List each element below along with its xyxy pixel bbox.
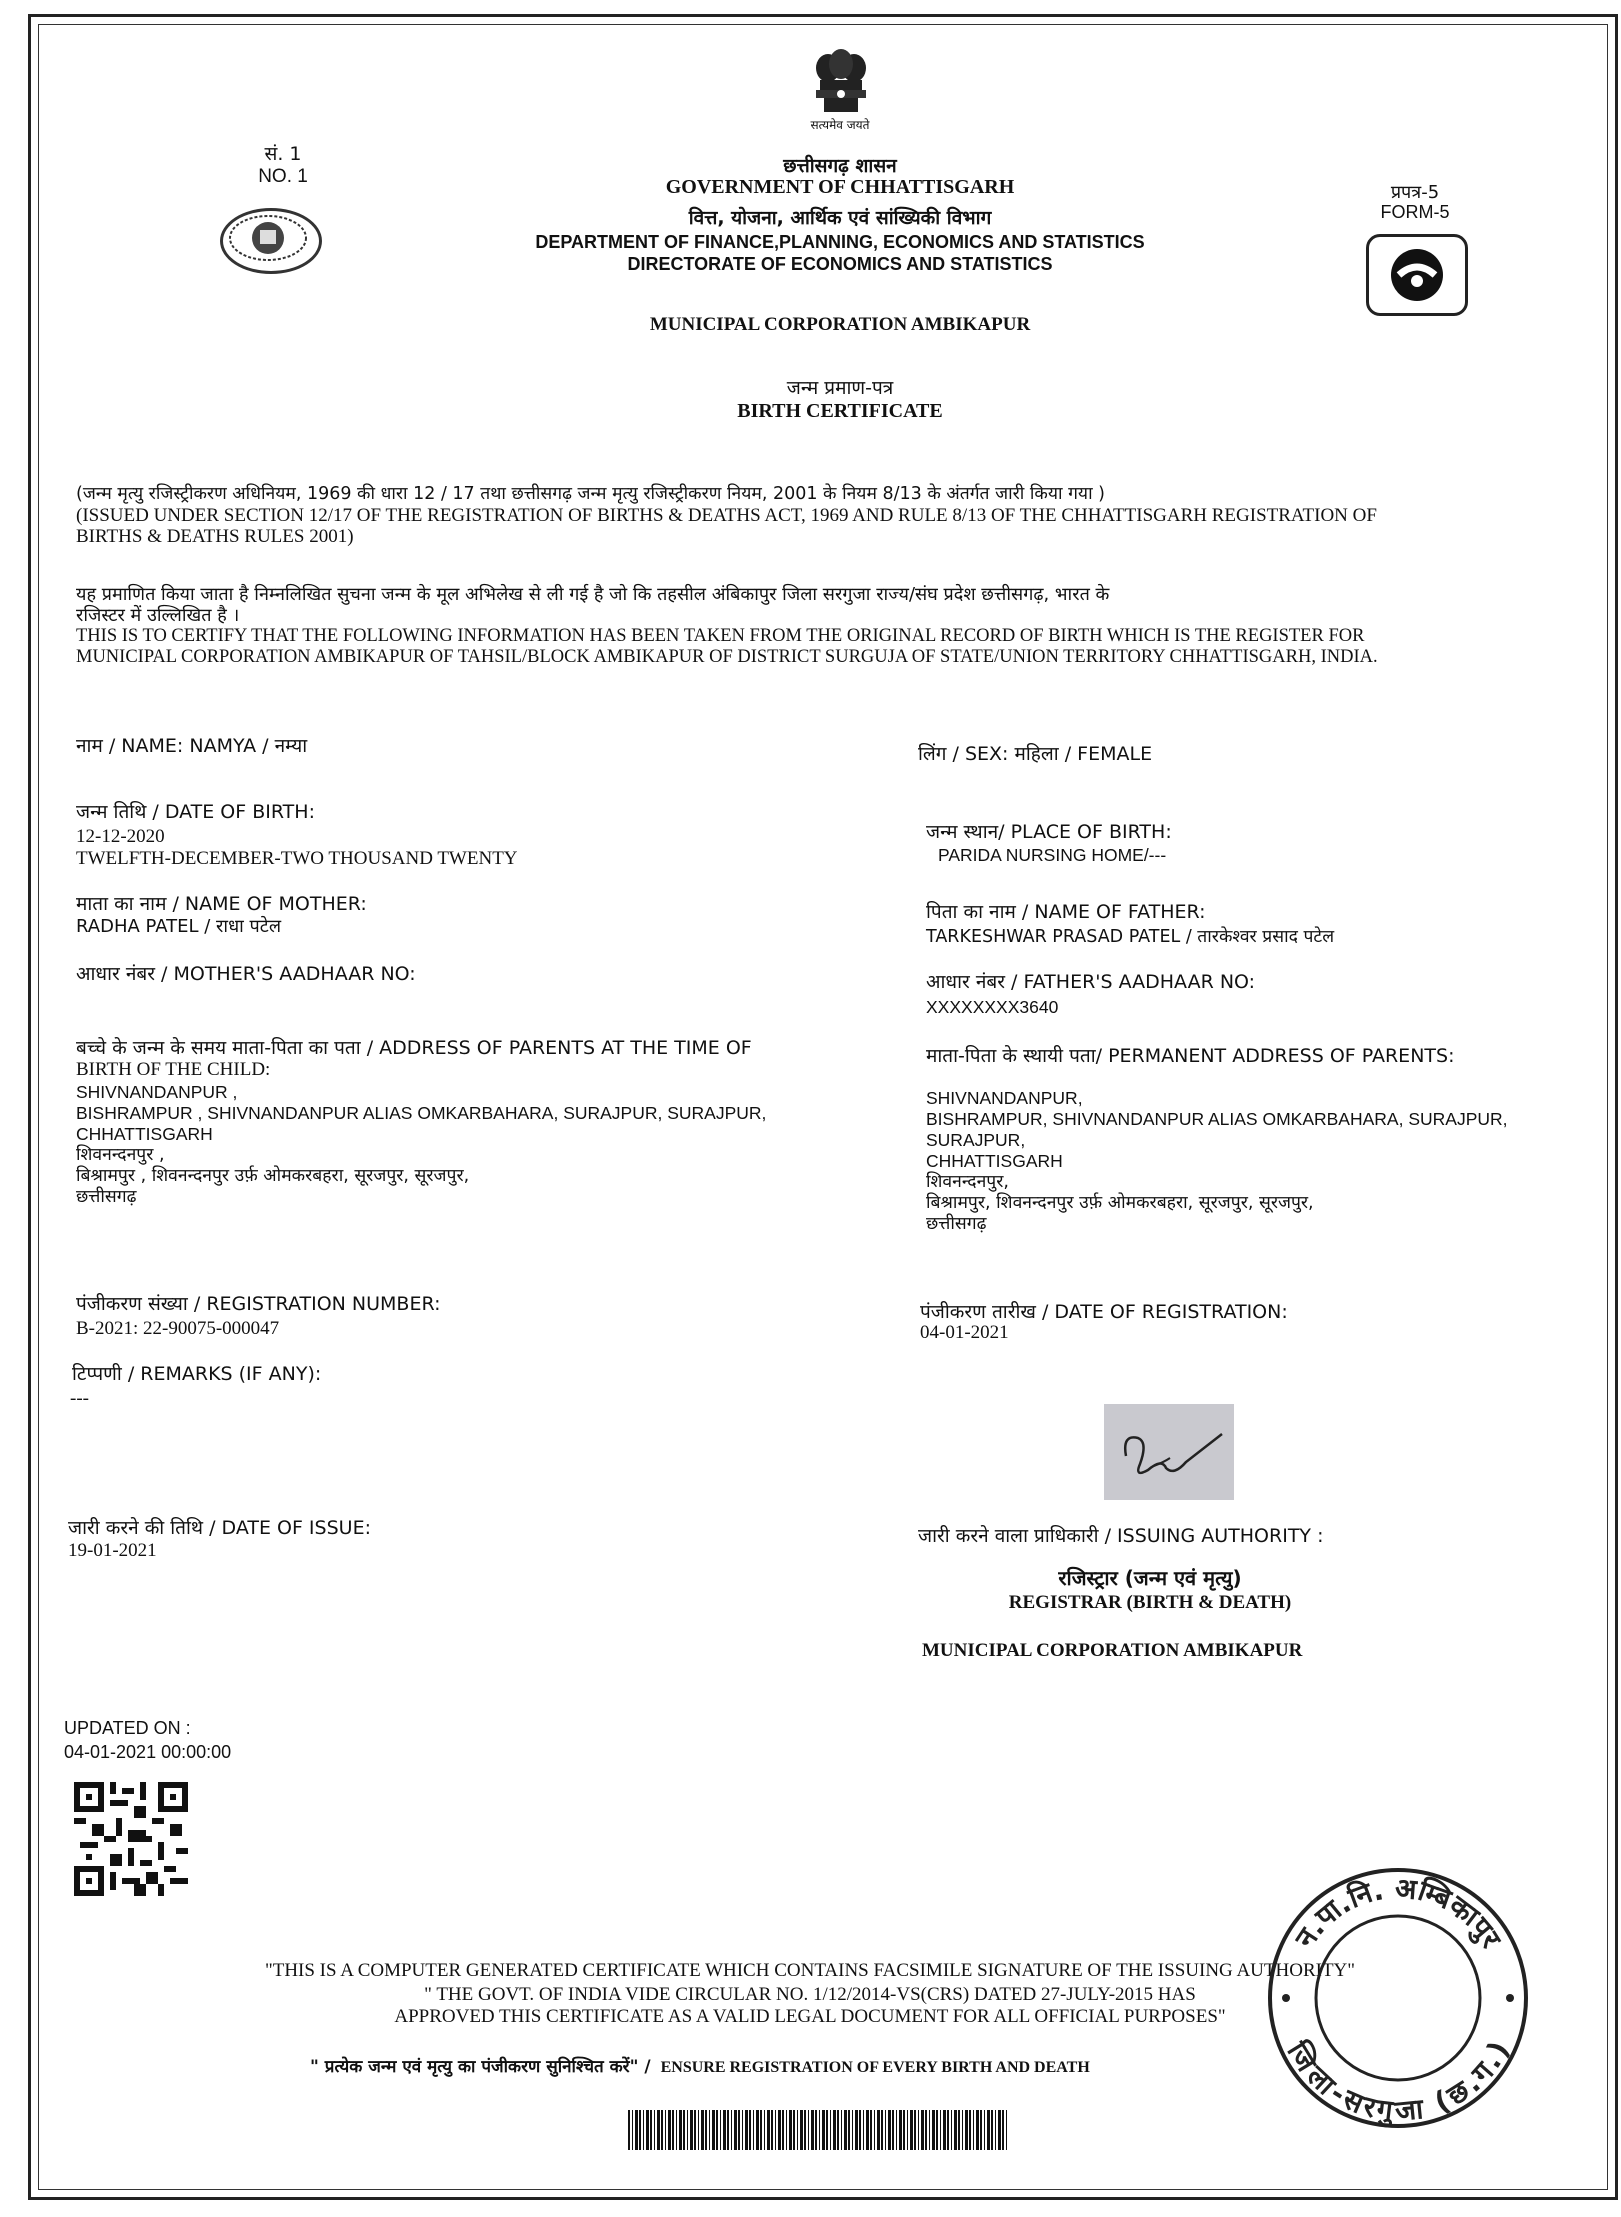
- address-at-birth-label-2: BIRTH OF THE CHILD:: [76, 1059, 271, 1080]
- date-of-issue-label: जारी करने की तिथि / DATE OF ISSUE:: [68, 1517, 371, 1539]
- slogan: [310, 2054, 1350, 2077]
- footer-line-2: " THE GOVT. OF INDIA VIDE CIRCULAR NO. 1/12/2014-VS(CRS) DATED 27-JULY-2015 HAS: [424, 1984, 1196, 2005]
- permanent-address-lines: [926, 1088, 1508, 1235]
- national-emblem-icon: [806, 46, 876, 124]
- date-of-birth-label: जन्म तिथि / DATE OF BIRTH:: [76, 801, 315, 823]
- form-number-hindi: प्रपत्र-5: [1390, 182, 1440, 203]
- government-title-hindi: छत्तीसगढ़ शासन: [783, 155, 897, 177]
- qr-code-icon: [74, 1782, 188, 1896]
- registrar-title-hindi: रजिस्ट्रार (जन्म एवं मृत्यु): [1058, 1566, 1242, 1590]
- registration-date-value: 04-01-2021: [920, 1322, 1009, 1343]
- serial-number: NO. 1: [258, 166, 308, 187]
- sex: लिंग / SEX: महिला / FEMALE: [918, 743, 1153, 765]
- round-stamp-icon: [1258, 1858, 1538, 2138]
- corporation-title: MUNICIPAL CORPORATION AMBIKAPUR: [649, 314, 1031, 335]
- certify-hindi-1: यह प्रमाणित किया जाता है निम्नलिखित सुचना जन्म के मूल अभिलेख से ली गई है जो कि तहसील अंबिकापुर जिला सरगुजा राज्य/संघ प्रदेश छत्तीसगढ़, भारत के: [76, 584, 1110, 605]
- permanent-address-label: माता-पिता के स्थायी पता/ PERMANENT ADDRESS OF PARENTS:: [926, 1045, 1455, 1067]
- date-of-birth-value: 12-12-2020: [76, 826, 165, 847]
- permanent-address-line: शिवनन्दनपुर,: [926, 1172, 1009, 1192]
- father-aadhaar-label: आधार नंबर / FATHER'S AADHAAR NO:: [926, 971, 1256, 993]
- form-number: FORM-5: [1380, 202, 1450, 222]
- department-hindi: वित्त, योजना, आर्थिक एवं सांख्यिकी विभाग: [688, 207, 992, 229]
- svg-text:जिला-सरगुजा (छ.ग.): [1280, 2035, 1516, 2128]
- certificate-title: BIRTH CERTIFICATE: [737, 400, 943, 422]
- permanent-address-line: CHHATTISGARH: [926, 1151, 1063, 1171]
- address-at-birth-line: छत्तीसगढ़: [76, 1187, 137, 1207]
- form-logo-icon: [1366, 234, 1468, 316]
- father-name-label: पिता का नाम / NAME OF FATHER:: [926, 901, 1206, 923]
- address-at-birth-line: शिवनन्दनपुर ,: [76, 1145, 165, 1165]
- issued-under-hindi: (जन्म मृत्यु रजिस्ट्रीकरण अधिनियम, 1969 की धारा 12 / 17 तथा छत्तीसगढ़ जन्म मृत्यु रजिस्ट्रीकरण नियम, 2001 के नियम 8/13 के अंतर्गत जारी किया गया ): [76, 484, 1105, 504]
- issued-under-line-2: BIRTHS & DEATHS RULES 2001): [76, 526, 354, 547]
- certify-english-2: MUNICIPAL CORPORATION AMBIKAPUR OF TAHSIL/BLOCK AMBIKAPUR OF DISTRICT SURGUJA OF STATE/UNION TERRITORY CHHATTISGARH, INDIA.: [76, 647, 1378, 667]
- permanent-address-line: बिश्रामपुर, शिवनन्दनपुर उर्फ़ ओमकरबहरा, सूरजपुर, सूरजपुर,: [926, 1193, 1314, 1213]
- issuing-authority-label: जारी करने वाला प्राधिकारी / ISSUING AUTHORITY :: [918, 1525, 1324, 1547]
- father-name-value: TARKESHWAR PRASAD PATEL / तारकेश्वर प्रसाद पटेल: [926, 927, 1335, 947]
- footer-line-1: "THIS IS A COMPUTER GENERATED CERTIFICATE WHICH CONTAINS FACSIMILE SIGNATURE OF THE ISSUING AUTHORITY": [264, 1960, 1356, 1981]
- address-at-birth-line: BISHRAMPUR , SHIVNANDANPUR ALIAS OMKARBAHARA, SURAJPUR, SURAJPUR,: [76, 1103, 767, 1123]
- remarks-value: ---: [70, 1388, 89, 1409]
- address-at-birth-label-1: बच्चे के जन्म के समय माता-पिता का पता / ADDRESS OF PARENTS AT THE TIME OF: [76, 1037, 752, 1059]
- remarks-label: टिप्पणी / REMARKS (IF ANY):: [72, 1363, 322, 1385]
- address-at-birth-line: SHIVNANDANPUR ,: [76, 1082, 238, 1102]
- certify-block: [76, 584, 1596, 668]
- stamp-text-top: न.पा.नि. अम्बिकापुर: [1288, 1871, 1508, 1954]
- permanent-address-line: SURAJPUR,: [926, 1130, 1026, 1150]
- serial-number-hindi: सं. 1: [264, 143, 302, 165]
- mother-name-value: RADHA PATEL / राधा पटेल: [76, 916, 282, 937]
- department-title: DEPARTMENT OF FINANCE,PLANNING, ECONOMICS AND STATISTICS: [535, 232, 1145, 252]
- directorate-title: DIRECTORATE OF ECONOMICS AND STATISTICS: [627, 254, 1053, 274]
- permanent-address-line: SHIVNANDANPUR,: [926, 1088, 1083, 1108]
- slogan-english: ENSURE REGISTRATION OF EVERY BIRTH AND DEATH: [660, 2059, 1090, 2076]
- issued-under-block: [76, 484, 1596, 547]
- mother-name-label: माता का नाम / NAME OF MOTHER:: [76, 893, 367, 915]
- place-of-birth-label: जन्म स्थान/ PLACE OF BIRTH:: [926, 821, 1172, 843]
- father-aadhaar-value: XXXXXXXX3640: [926, 997, 1059, 1017]
- updated-on-label: UPDATED ON :: [64, 1718, 191, 1738]
- footer-line-3: APPROVED THIS CERTIFICATE AS A VALID LEGAL DOCUMENT FOR ALL OFFICIAL PURPOSES": [394, 2006, 1226, 2027]
- registration-number-value: B-2021: 22-90075-000047: [76, 1318, 280, 1339]
- barcode-icon: [628, 2110, 1008, 2150]
- slogan-hindi: " प्रत्येक जन्म एवं मृत्यु का पंजीकरण सुनिश्चित करें" /: [310, 2057, 651, 2077]
- registration-number-label: पंजीकरण संख्या / REGISTRATION NUMBER:: [76, 1293, 441, 1315]
- emblem-motto: सत्यमेव जयते: [810, 118, 870, 132]
- permanent-address-line: छत्तीसगढ़: [926, 1214, 987, 1234]
- registration-date-label: पंजीकरण तारीख / DATE OF REGISTRATION:: [920, 1301, 1288, 1323]
- registrar-title: REGISTRAR (BIRTH & DEATH): [1008, 1592, 1292, 1613]
- issued-under-line-1: (ISSUED UNDER SECTION 12/17 OF THE REGISTRATION OF BIRTHS & DEATHS ACT, 1969 AND RULE 8/13 OF THE CHHATTISGARH REGISTRATION OF: [76, 505, 1377, 526]
- svg-text:न.पा.नि. अम्बिकापुर: [1288, 1872, 1509, 1955]
- child-name: नाम / NAME: NAMYA / नम्या: [76, 735, 308, 757]
- place-of-birth-value: PARIDA NURSING HOME/---: [938, 845, 1167, 865]
- mother-aadhaar-label: आधार नंबर / MOTHER'S AADHAAR NO:: [76, 963, 416, 985]
- date-of-birth-words: TWELFTH-DECEMBER-TWO THOUSAND TWENTY: [76, 848, 518, 869]
- address-at-birth-lines: [76, 1082, 766, 1208]
- address-at-birth-line: CHHATTISGARH: [76, 1124, 213, 1144]
- permanent-address-line: BISHRAMPUR, SHIVNANDANPUR ALIAS OMKARBAHARA, SURAJPUR,: [926, 1109, 1508, 1129]
- certify-english-1: THIS IS TO CERTIFY THAT THE FOLLOWING INFORMATION HAS BEEN TAKEN FROM THE ORIGINAL RECORD OF BIRTH WHICH IS THE REGISTER FOR: [76, 626, 1365, 646]
- date-of-issue-value: 19-01-2021: [68, 1540, 157, 1561]
- certify-hindi-2: रजिस्टर में उल्लिखित है ।: [76, 605, 240, 626]
- state-seal-icon: [220, 208, 322, 274]
- government-title: GOVERNMENT OF CHHATTISGARH: [665, 176, 1015, 198]
- stamp-text-bottom: जिला-सरगुजा (छ.ग.): [1280, 2035, 1516, 2128]
- certificate-title-hindi: जन्म प्रमाण-पत्र: [786, 377, 894, 399]
- updated-on-value: 04-01-2021 00:00:00: [64, 1742, 232, 1762]
- address-at-birth-line: बिश्रामपुर , शिवनन्दनपुर उर्फ़ ओमकरबहरा, सूरजपुर, सूरजपुर,: [76, 1166, 470, 1186]
- signature-icon: [1104, 1404, 1234, 1500]
- authority-organization: MUNICIPAL CORPORATION AMBIKAPUR: [922, 1640, 1303, 1661]
